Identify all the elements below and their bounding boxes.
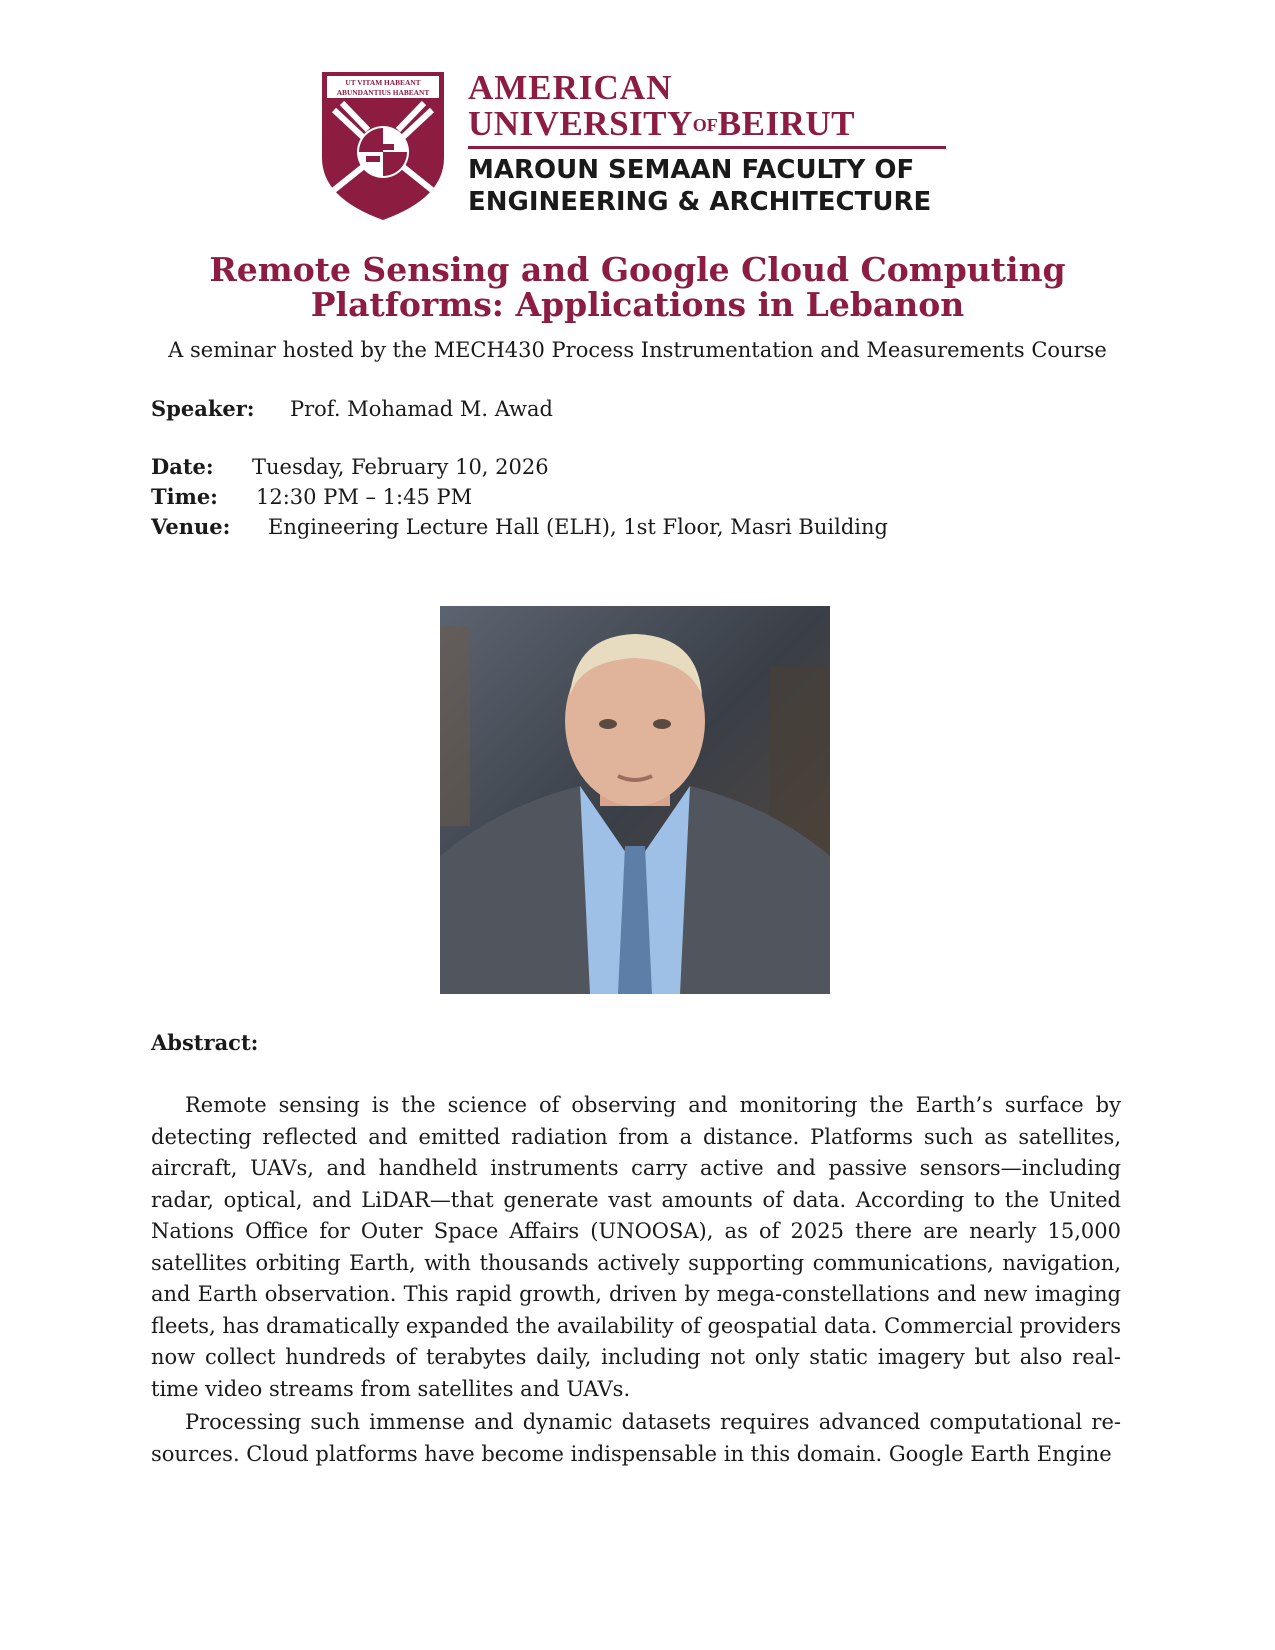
time-value: 12:30 PM – 1:45 PM	[256, 485, 473, 509]
date-value: Tuesday, February 10, 2026	[252, 455, 549, 479]
aub-shield-logo	[320, 70, 446, 222]
venue-label: Venue:	[151, 514, 231, 539]
abstract-paragraph-2: Processing such immense and dynamic datasets requires advanced computational re-sources. Cloud platforms have become indispensable in this domain. Google Earth Engine	[151, 1410, 1121, 1466]
seminar-title-line2: Platforms: Applications in Lebanon	[310, 285, 965, 324]
speaker-label: Speaker:	[151, 396, 255, 421]
university-header	[320, 70, 960, 230]
time-row	[151, 483, 472, 511]
of-word: OF	[692, 115, 718, 135]
speaker-portrait-icon	[440, 606, 830, 994]
abstract-paragraph-1: Remote sensing is the science of observing and monitoring the Earth’s surface by detecting reflected and emitted radiation from a distance. Platforms such as satellites, aircraft, UAVs, and handheld instruments carry active and passive sensors—including radar, optical, and LiDAR—that generate vast amounts of data. According to the United Nations Office for Outer Space Affairs (UNOOSA), as of 2025 there are nearly 15,000 satellites orbiting Earth, with thousands actively supporting communications, navigation, and Earth observation. This rapid growth, driven by mega-constellations and new imaging fleets, has dramatically expanded the availability of geospatial data. Commercial providers now collect hundreds of terabytes daily, including not only static imagery but also real-time video streams from satellites and UAVs.	[151, 1093, 1121, 1401]
university-word: UNIVERSITY	[468, 104, 693, 143]
header-divider	[468, 146, 946, 149]
seminar-subtitle: A seminar hosted by the MECH430 Process Instrumentation and Measurements Course	[168, 338, 1107, 362]
faculty-name-line2: ENGINEERING & ARCHITECTURE	[468, 187, 932, 217]
university-name-line1: AMERICAN	[468, 68, 673, 107]
university-name-line2	[468, 106, 855, 143]
abstract-body	[151, 1090, 1121, 1472]
beirut-word: BEIRUT	[717, 104, 855, 143]
motto-line2: ABUNDANTIUS HABEANT	[336, 88, 430, 97]
speaker-value: Prof. Mohamad M. Awad	[290, 397, 553, 421]
faculty-name-line1: MAROUN SEMAAN FACULTY OF	[468, 155, 915, 185]
venue-row	[151, 513, 888, 541]
university-name	[468, 70, 855, 143]
venue-value: Engineering Lecture Hall (ELH), 1st Floor, Masri Building	[268, 515, 888, 539]
abstract-heading: Abstract:	[151, 1030, 259, 1055]
date-row	[151, 453, 549, 481]
time-label: Time:	[151, 484, 218, 509]
date-label: Date:	[151, 454, 214, 479]
motto-line1: UT VITAM HABEANT	[345, 78, 421, 87]
seminar-title-line1: Remote Sensing and Google Cloud Computing	[209, 250, 1066, 289]
speaker-row	[151, 395, 553, 423]
faculty-name	[468, 154, 931, 218]
speaker-photo	[440, 606, 830, 994]
seminar-title	[100, 252, 1175, 322]
